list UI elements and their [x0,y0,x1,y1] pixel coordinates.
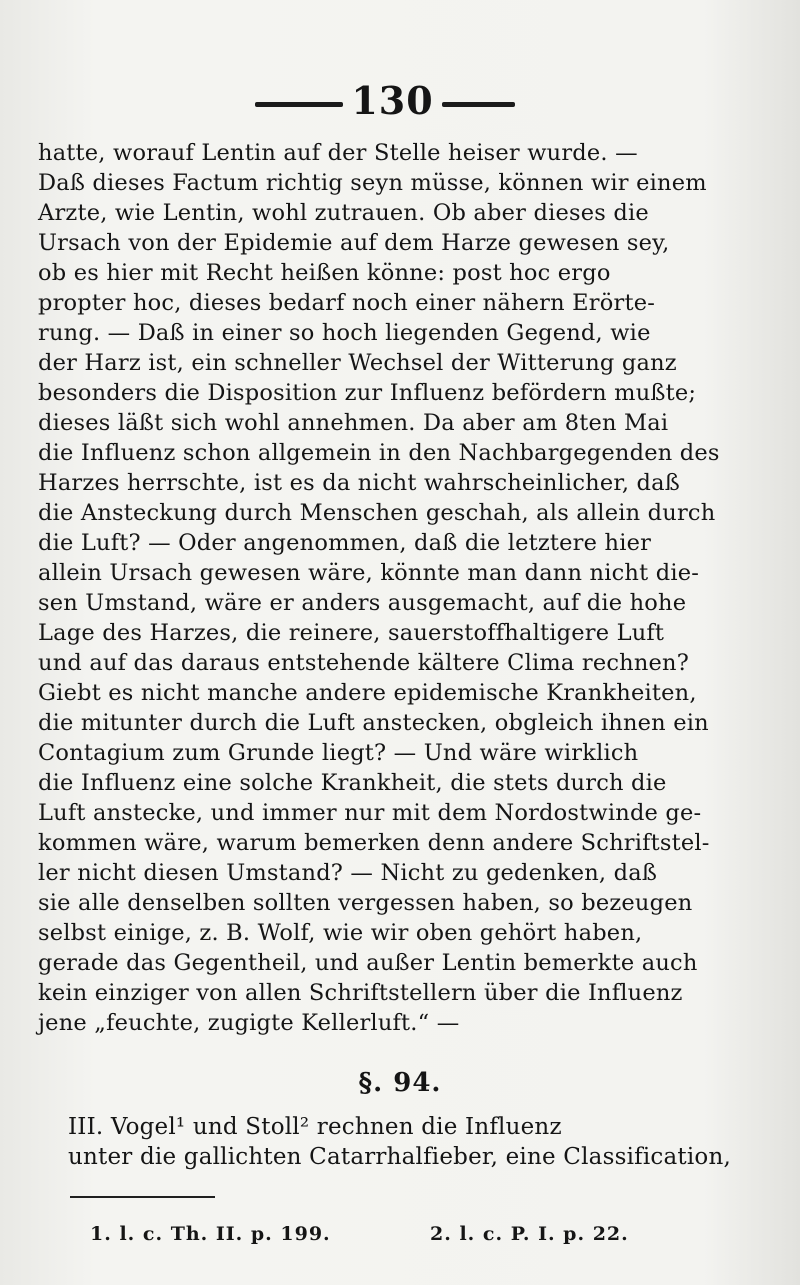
text-line: dieses läßt sich wohl annehmen. Da aber am 8ten Mai [38,410,669,436]
text-line: Harzes herrschte, ist es da nicht wahrscheinlicher, daß [38,470,680,496]
text-line: die Luft? — Oder angenommen, daß die letztere hier [38,530,652,556]
text-line: Arzte, wie Lentin, wohl zutrauen. Ob aber dieses die [38,200,649,226]
text-line: Ursach von der Epidemie auf dem Harze gewesen sey, [38,230,670,256]
text-line: allein Ursach gewesen wäre, könnte man dann nicht die- [38,560,700,586]
text-line: hatte, worauf Lentin auf der Stelle heiser wurde. — [38,140,638,166]
text-line: III. Vogel¹ und Stoll² rechnen die Influenz [68,1114,562,1140]
text-line: die Influenz eine solche Krankheit, die stets durch die [38,770,667,796]
text-line: die mitunter durch die Luft anstecken, obgleich ihnen ein [38,710,709,736]
text-line: selbst einige, z. B. Wolf, wie wir oben gehört haben, [38,920,643,946]
text-line: propter hoc, dieses bedarf noch einer nähern Erörte- [38,290,656,316]
page-header [0,78,800,128]
text-line: jene „feuchte, zugigte Kellerluft.“ — [38,1010,460,1036]
text-line: unter die gallichten Catarrhalfieber, eine Classification, [68,1144,731,1170]
text-line: und auf das daraus entstehende kältere Clima rechnen? [38,650,689,676]
footnote-2: 2. l. c. P. I. p. 22. [430,1223,629,1245]
text-line: besonders die Disposition zur Influenz befördern mußte; [38,380,697,406]
text-line: Luft anstecke, und immer nur mit dem Nordostwinde ge- [38,800,702,826]
text-line: Giebt es nicht manche andere epidemische Krankheiten, [38,680,697,706]
text-line: sen Umstand, wäre er anders ausgemacht, auf die hohe [38,590,687,616]
footnotes [90,1223,770,1253]
text-line: kommen wäre, warum bemerken denn andere Schriftstel- [38,830,710,856]
text-line: sie alle denselben sollten vergessen haben, so bezeugen [38,890,693,916]
page-number: 130 [351,78,434,123]
header-rule-right [442,102,515,107]
text-line: die Ansteckung durch Menschen geschah, als allein durch [38,500,716,526]
text-line: der Harz ist, ein schneller Wechsel der Witterung ganz [38,350,677,376]
footnote-1: 1. l. c. Th. II. p. 199. [90,1223,331,1245]
text-line: gerade das Gegentheil, und außer Lentin bemerkte auch [38,950,698,976]
section-paragraph [68,1112,768,1172]
text-line: die Influenz schon allgemein in den Nachbargegenden des [38,440,720,466]
text-line: rung. — Daß in einer so hoch liegenden Gegend, wie [38,320,651,346]
text-line: kein einziger von allen Schriftstellern über die Influenz [38,980,683,1006]
text-line: Contagium zum Grunde liegt? — Und wäre wirklich [38,740,639,766]
text-line: Lage des Harzes, die reinere, sauerstoffhaltigere Luft [38,620,665,646]
text-line: ler nicht diesen Umstand? — Nicht zu gedenken, daß [38,860,658,886]
footnote-divider [70,1196,215,1198]
text-line: ob es hier mit Recht heißen könne: post hoc ergo [38,260,611,286]
text-line: Daß dieses Factum richtig seyn müsse, können wir einem [38,170,707,196]
section-heading: §. 94. [358,1068,442,1098]
header-rule-left [255,102,343,107]
main-paragraph [38,138,766,1038]
